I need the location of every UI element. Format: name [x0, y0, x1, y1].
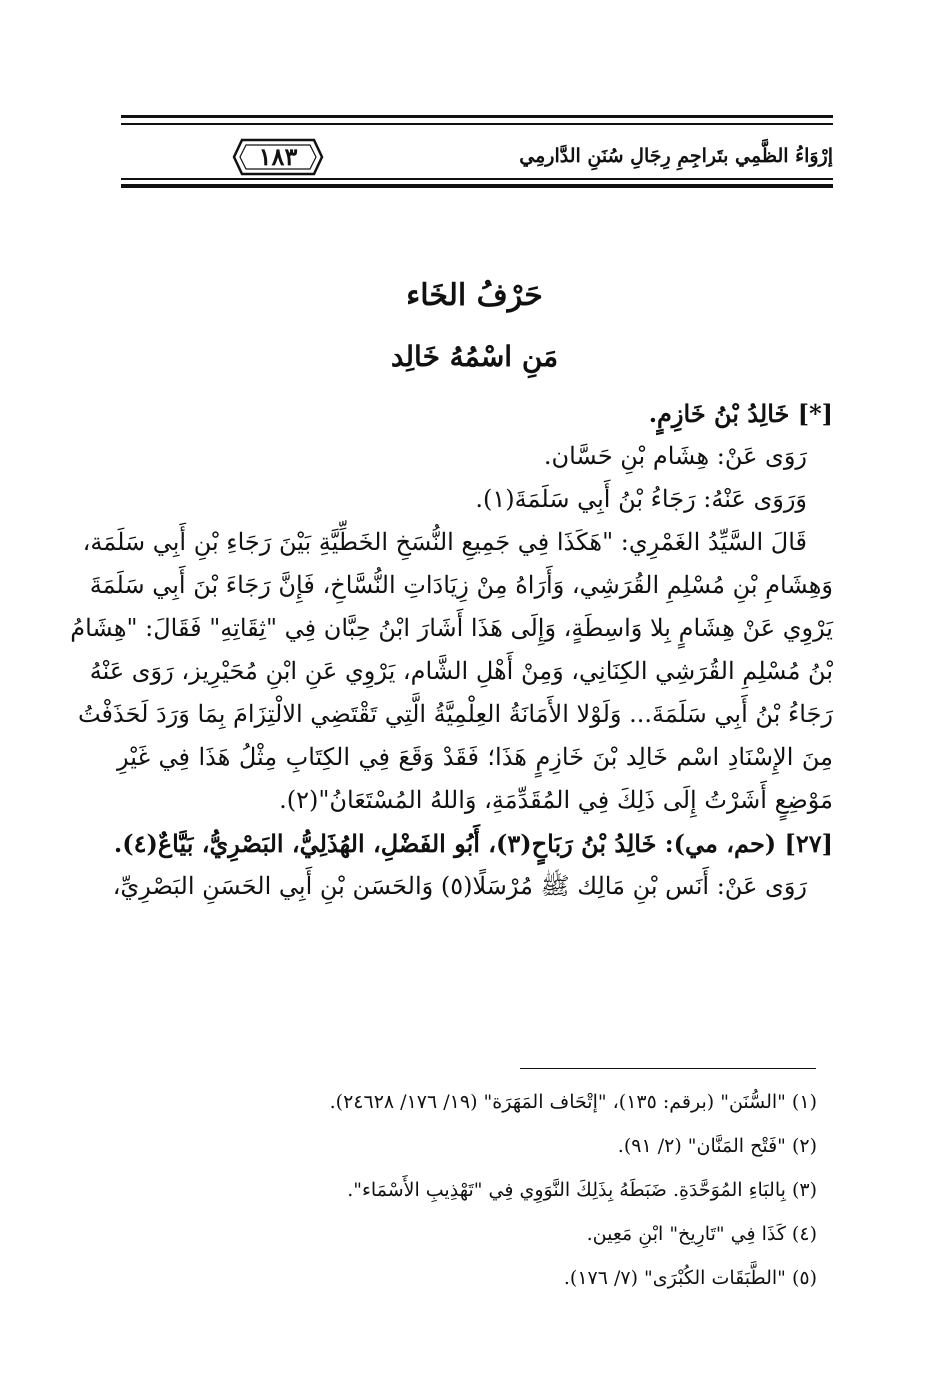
footnote: (٤) كَذَا فِي "تَارِيخ" ابْنِ مَعِين. [586, 1223, 817, 1245]
footnote-separator [520, 1068, 816, 1069]
entry-title: [٢٧] (حم، مي): خَالِدُ بْنُ رَبَاحٍ(٣)، أَبُو الفَضْلِ، الهُذَلِيُّ، البَصْرِيُّ، بَيَّاعٌ(٤). [113, 829, 833, 858]
header-rule-bottom [121, 184, 833, 188]
text-line: يَرْوِي عَنْ هِشَامٍ بِلا وَاسِطَةٍ، وَإِلَى هَذَا أَشَارَ ابْنُ حِبَّان فِي "ثِقَاتِهِ" فَقَالَ: "هِشَامُ [70, 614, 833, 642]
header-rule-bottom-thin [121, 178, 833, 180]
text-line: مِنَ الإِسْنَادِ اسْم خَالِد بْنَ خَازِمٍ هَذَا؛ فَقَدْ وَقَعَ فِي الكِتَابِ مِثْلُ هَذَا فِي غَيْرِ [117, 743, 833, 771]
text-line: وَهِشَامِ بْنِ مُسْلِمِ القُرَشِي، وَأَرَاهُ مِنْ زِيَادَاتِ النُّسَّاخِ، فَإِنَّ رَجَاءَ بْنَ أَبِي سَلَمَةَ [89, 571, 833, 599]
footnote: (٥) "الطَّبَقَات الكُبْرَى" (٧/ ١٧٦). [563, 1267, 817, 1289]
footnote: (١) "السُّنَن" (برقم: ١٣٥)، "إتْحَاف المَهَرَة" (١٩/ ١٧٦/ ٢٤٦٢٨). [329, 1091, 817, 1113]
footnote: (٣) بِالبَاءِ المُوَحَّدَةِ. ضَبَطَهُ بِذَلِكَ النَّوَوِي فِي "تَهْذِيبِ الأَسْمَاء". [347, 1179, 817, 1201]
text-line: رَوَى عَنْ: هِشَام بْنِ حَسَّان. [543, 442, 807, 470]
footnotes [117, 1080, 817, 1300]
text-line: رَجَاءُ بْنُ أَبِي سَلَمَةَ... وَلَوْلا الأَمَانَةُ العِلْمِيَّةُ الَّتِي تَقْتَضِي الالْتِزَامَ بِمَا وَرَدَ لَحَذَفْتُ [77, 700, 833, 728]
main-text [70, 392, 833, 908]
text-line: مَوْضِعٍ أَشَرْتُ إِلَى ذَلِكَ فِي المُقَدِّمَةِ، وَاللهُ المُسْتَعَانُ"(٢). [279, 786, 833, 814]
section-heading: مَنِ اسْمُهُ خَالِد [390, 340, 559, 373]
text-line: وَرَوَى عَنْهُ: رَجَاءُ بْنُ أَبِي سَلَمَةَ(١). [475, 485, 807, 513]
text-line: قَالَ السَّيِّدُ الغَمْرِي: "هَكَذَا فِي جَمِيعِ النُّسَخِ الخَطِّيَّةِ بَيْنَ رَجَاءِ بْنِ أَبِي سَلَمَة، [82, 528, 807, 556]
header-rule-top-thin [121, 123, 833, 125]
header-rule-top [121, 115, 833, 118]
entry-title: [*] خَالِدُ بْنُ خَازِمٍ. [648, 399, 833, 428]
text-line: رَوَى عَنْ: أَنَس بْنِ مَالِك ﷺ مُرْسَلًا(٥) وَالحَسَن بْنِ أَبِي الحَسَنِ البَصْرِيِّ، [112, 872, 807, 900]
running-title: إرْوَاءُ الظَّمِي بتَراجِمِ رِجَالِ سُنَنِ الدَّارمِي [519, 145, 833, 167]
text-line: بْنُ مُسْلِمِ القُرَشِي الكِنَانِي، وَمِنْ أَهْلِ الشَّام، يَرْوِي عَنِ ابْنِ مُحَيْرِيز، رَوَى عَنْهُ [89, 657, 833, 685]
chapter-heading: حَرْفُ الخَاء [406, 278, 543, 313]
page-number: ١٨٣ [258, 142, 298, 171]
page-number-frame [232, 137, 324, 177]
footnote: (٢) "فَتْح المَنَّان" (٢/ ٩١). [617, 1135, 817, 1157]
